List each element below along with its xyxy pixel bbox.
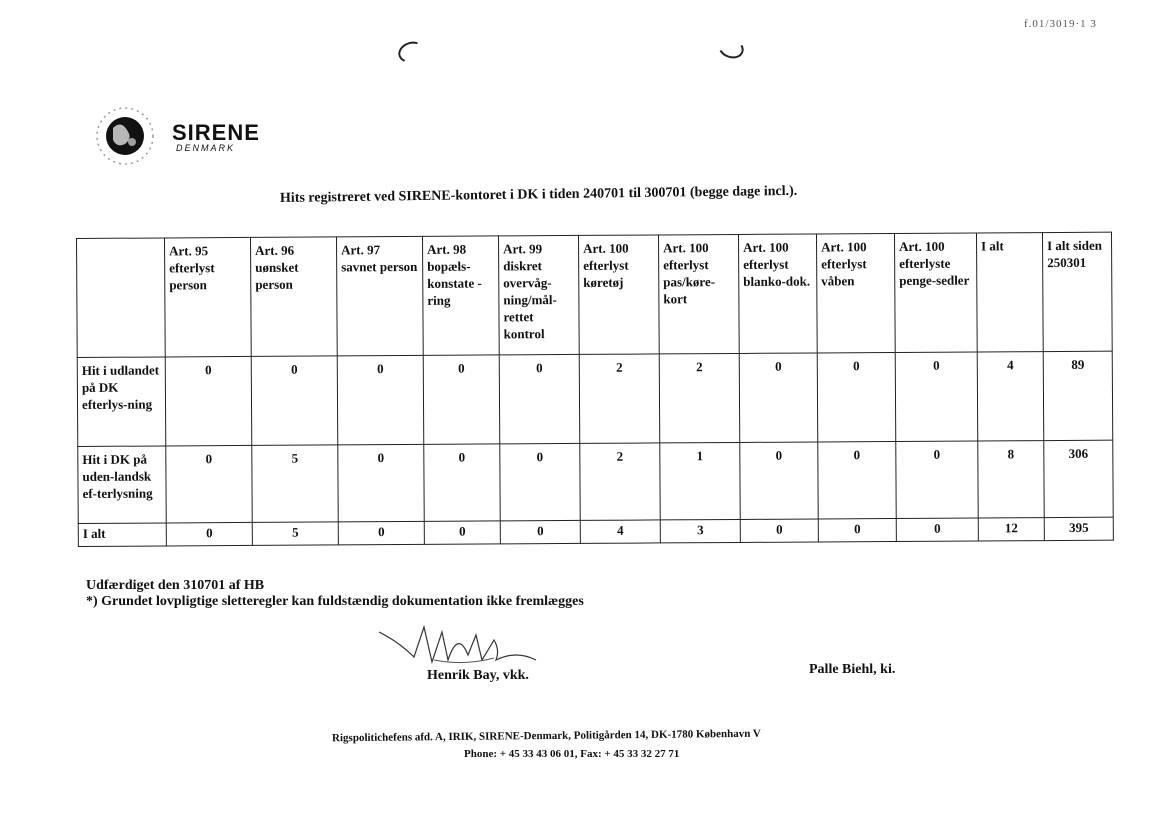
table-cell: 0 bbox=[338, 444, 424, 522]
header-cell bbox=[77, 238, 166, 358]
header-cell: I alt bbox=[976, 233, 1043, 352]
table-cell: 3 bbox=[660, 519, 740, 542]
table-cell: 0 bbox=[499, 354, 580, 443]
table-row bbox=[78, 440, 1113, 523]
header-cell: Art. 99 diskret overvåg-ning/mål-rettet kontrol bbox=[498, 235, 579, 354]
table-cell: 1 bbox=[660, 442, 740, 519]
table-cell: 0 bbox=[166, 445, 252, 523]
row-label: I alt bbox=[78, 523, 166, 547]
signatory-left: Henrik Bay, vkk. bbox=[427, 668, 529, 683]
punch-hole-mark bbox=[715, 34, 746, 62]
page-stamp: f.01/3019·1 3 bbox=[1024, 18, 1097, 30]
header-cell: Art. 98 bopæls-konstate -ring bbox=[422, 236, 499, 355]
header-cell: Art. 100 efterlyst våben bbox=[816, 234, 895, 353]
header-cell: Art. 100 efterlyst blanko-dok. bbox=[738, 234, 817, 353]
table-cell: 0 bbox=[818, 518, 896, 541]
signatory-right: Palle Biehl, ki. bbox=[809, 662, 896, 677]
table-cell: 0 bbox=[165, 356, 252, 446]
table-cell: 306 bbox=[1044, 440, 1113, 517]
header-cell: Art. 97 savnet person bbox=[336, 236, 423, 356]
table-row bbox=[78, 517, 1113, 546]
table-cell: 0 bbox=[896, 441, 978, 518]
document-title: Hits registreret ved SIRENE-kontoret i DK i tiden 240701 til 300701 (begge dage incl.). bbox=[279, 183, 798, 206]
table-cell: 0 bbox=[424, 521, 500, 544]
table-cell: 12 bbox=[978, 518, 1044, 541]
table-cell: 4 bbox=[977, 352, 1044, 441]
row-label: Hit i udlandet på DK efterlys-ning bbox=[77, 357, 166, 447]
footer-address: Rigspolitichefens afd. A, IRIK, SIRENE-Denmark, Politigården 14, DK-1780 København V bbox=[331, 727, 761, 745]
table-cell: 0 bbox=[896, 518, 978, 542]
punch-hole-mark bbox=[395, 38, 426, 66]
table-cell: 0 bbox=[500, 520, 580, 543]
table-cell: 0 bbox=[817, 352, 896, 441]
table-cell: 0 bbox=[818, 441, 896, 518]
header-cell: Art. 100 efterlyste penge-sedler bbox=[894, 233, 977, 352]
table-cell: 89 bbox=[1043, 351, 1113, 440]
header-cell: Art. 96 uønsket person bbox=[250, 237, 337, 357]
row-label: Hit i DK på uden-landsk ef-terlysning bbox=[78, 446, 166, 524]
table-cell: 8 bbox=[978, 441, 1044, 518]
header-cell: I alt siden 250301 bbox=[1042, 232, 1112, 351]
disclaimer-note: *) Grundet lovpligtige sletteregler kan fuldstændig dokumentation ikke fremlægges bbox=[86, 594, 584, 609]
prepared-by-note: Udfærdiget den 310701 af HB bbox=[86, 578, 265, 593]
table-cell: 5 bbox=[252, 522, 338, 546]
logo-name: SIRENE bbox=[172, 120, 260, 145]
table-cell: 395 bbox=[1044, 517, 1113, 540]
handwritten-signature bbox=[374, 612, 574, 672]
table-cell: 0 bbox=[740, 519, 818, 542]
table-header-row bbox=[77, 232, 1113, 357]
table-cell: 5 bbox=[252, 445, 338, 523]
table-cell: 4 bbox=[580, 520, 660, 543]
table-cell: 0 bbox=[500, 443, 580, 520]
header-cell: Art. 100 efterlyst pas/køre-kort bbox=[658, 234, 739, 353]
table-cell: 0 bbox=[251, 356, 338, 446]
hits-table bbox=[76, 232, 1114, 547]
table-cell: 0 bbox=[337, 355, 424, 445]
footer-phone: Phone: + 45 33 43 06 01, Fax: + 45 33 32 27 71 bbox=[464, 748, 680, 760]
table-cell: 0 bbox=[166, 522, 252, 546]
header-cell: Art. 100 efterlyst køretøj bbox=[578, 235, 659, 354]
table-cell: 0 bbox=[424, 444, 500, 521]
table-cell: 0 bbox=[739, 353, 818, 442]
table-cell: 0 bbox=[740, 442, 818, 519]
table-row bbox=[77, 351, 1113, 446]
table-cell: 0 bbox=[895, 352, 978, 441]
table-cell: 0 bbox=[338, 521, 424, 545]
hits-table-container bbox=[76, 232, 1113, 547]
table-cell: 0 bbox=[423, 355, 500, 444]
logo-subtitle: DENMARK bbox=[176, 143, 236, 153]
table-cell: 2 bbox=[579, 354, 660, 443]
table-cell: 2 bbox=[659, 353, 740, 442]
header-cell: Art. 95 efterlyst person bbox=[165, 237, 252, 357]
table-cell: 2 bbox=[580, 443, 660, 520]
